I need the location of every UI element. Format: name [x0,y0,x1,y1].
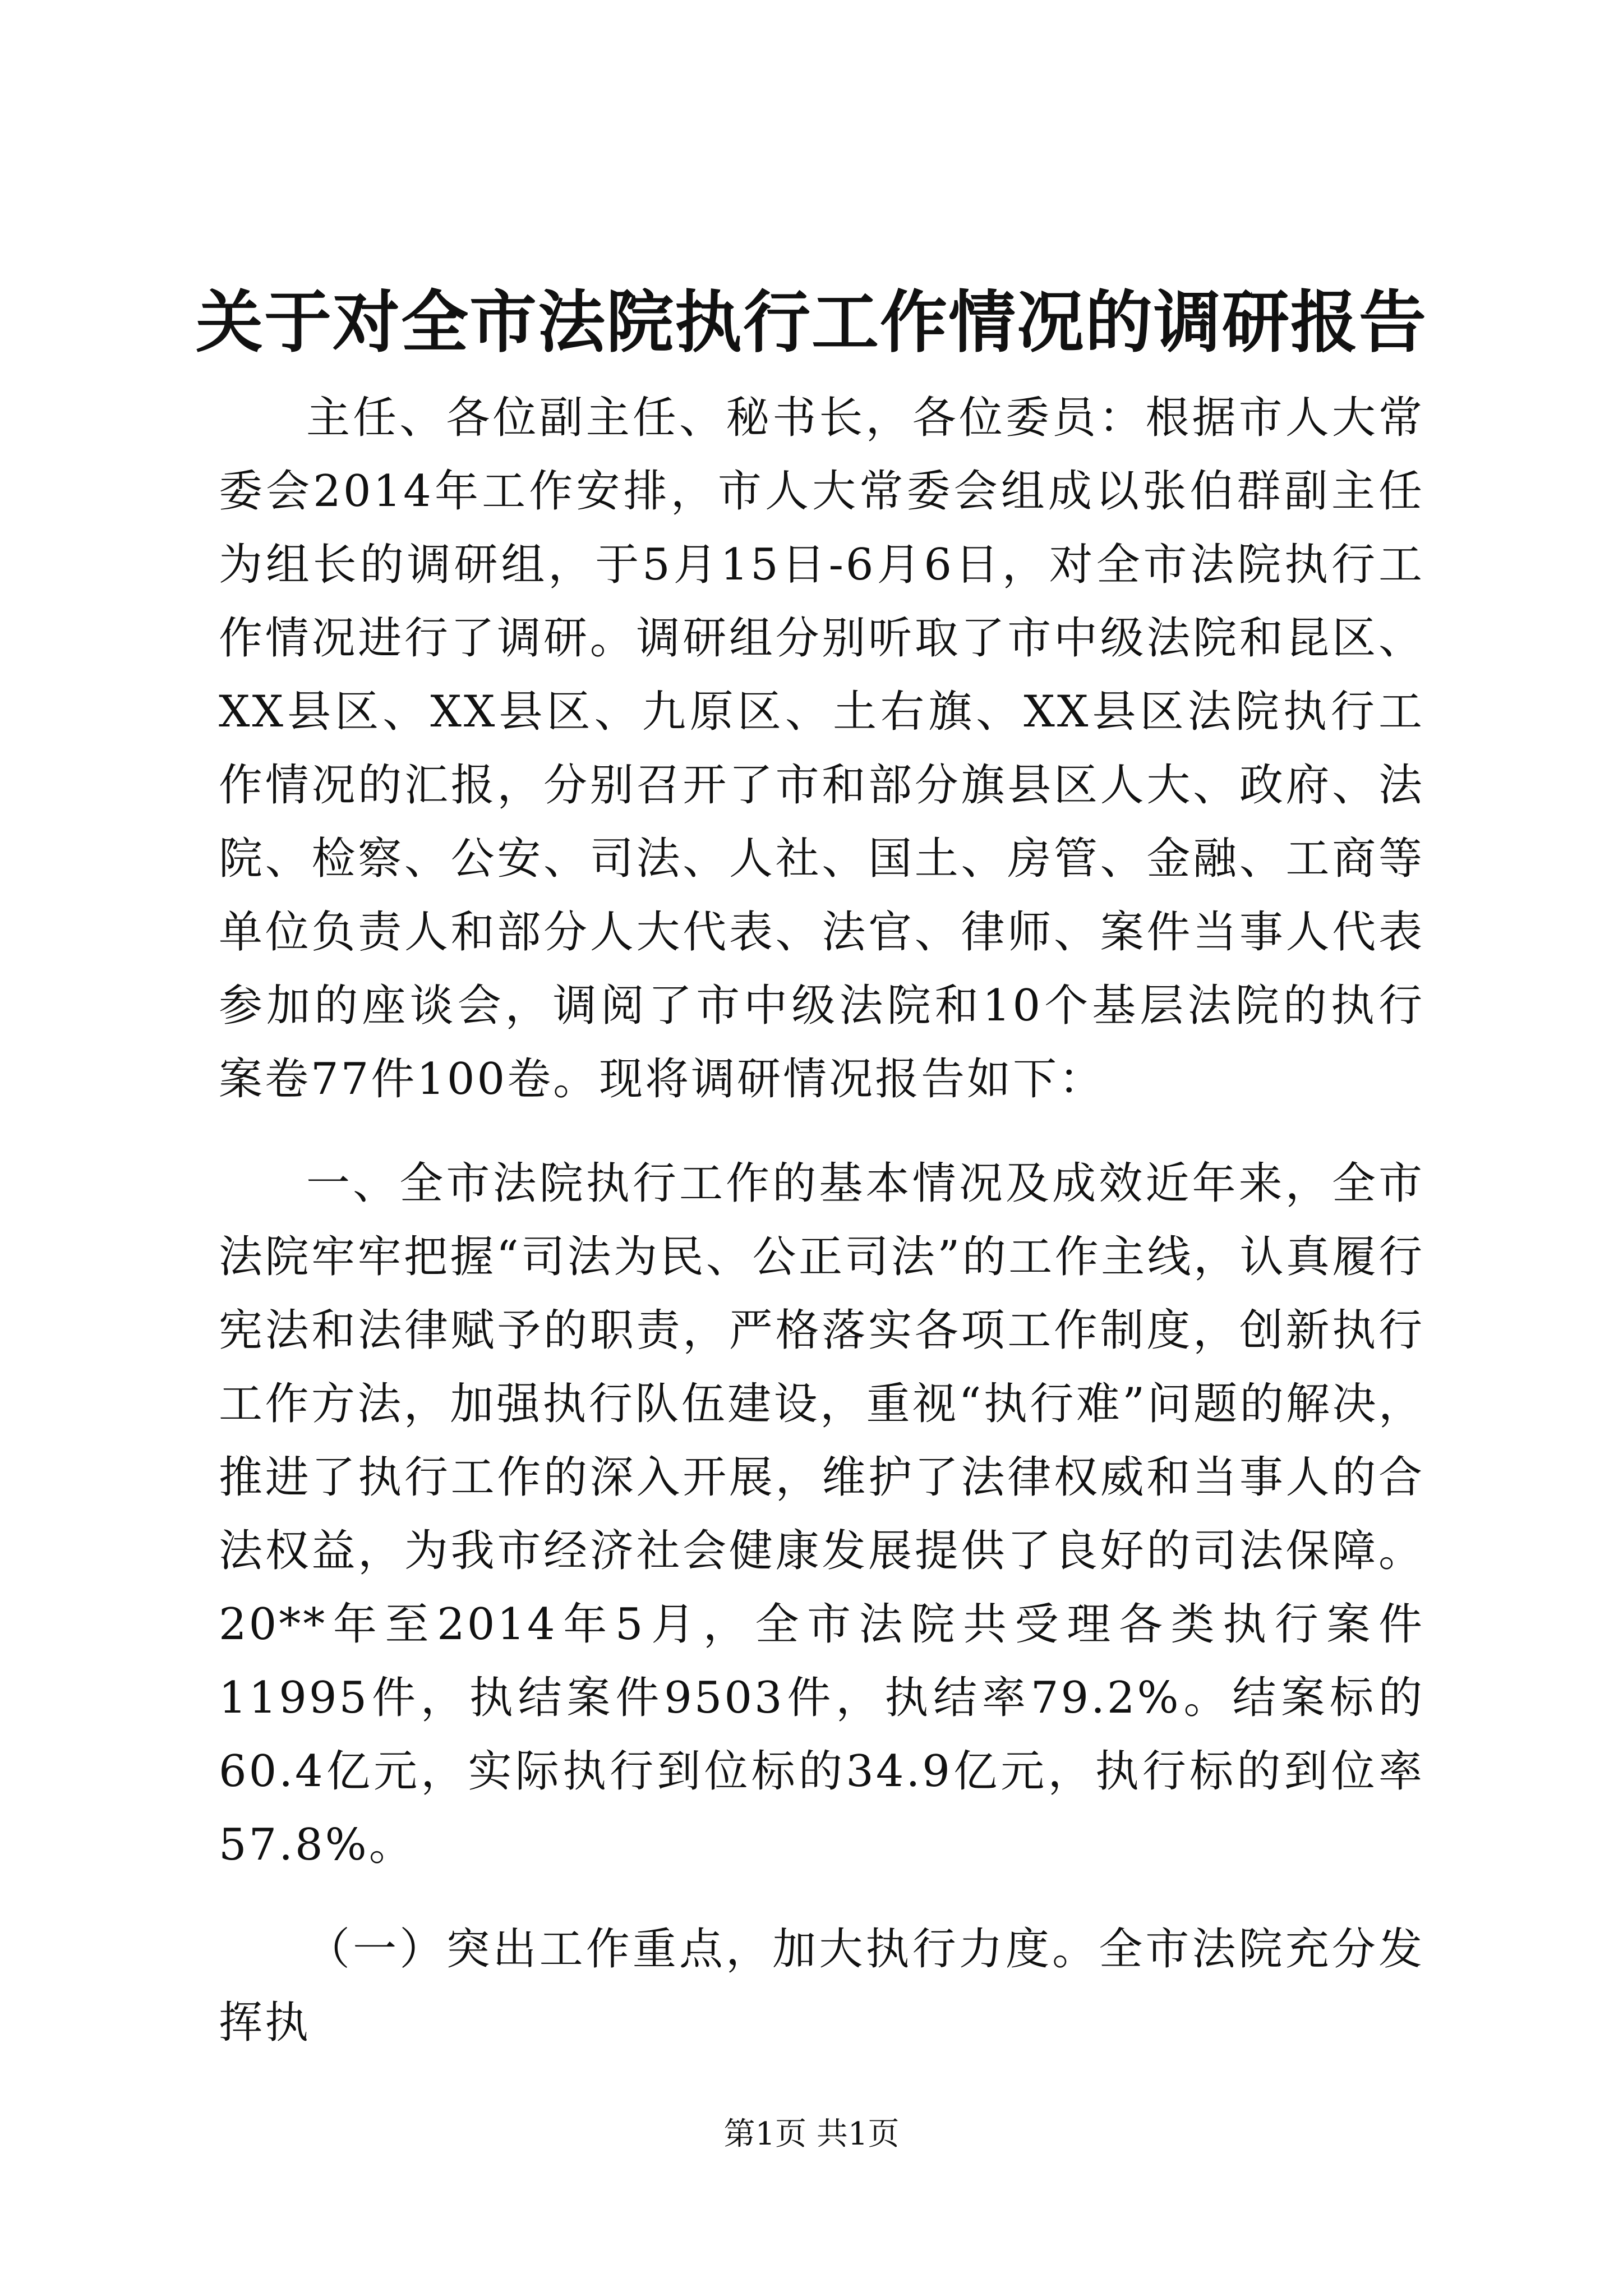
paragraph-section-one: 一、全市法院执行工作的基本情况及成效近年来，全市法院牢牢把握“司法为民、公正司法”的工作主线，认真履行宪法和法律赋予的职责，严格落实各项工作制度，创新执行工作方法，加强执行队伍建设，重视“执行难”问题的解决，推进了执行工作的深入开展，维护了法律权威和当事人的合法权益，为我市经济社会健康发展提供了良好的司法保障。20**年至2014年5月，全市法院共受理各类执行案件11995件，执结案件9503件，执结率79.2%。结案标的60.4亿元，实际执行到位标的34.9亿元，执行标的到位率57.8%。 [219,1158,1424,1870]
paragraph-subsection-one: （一）突出工作重点，加大执行力度。全市法院充分发挥执 [219,1924,1424,2048]
page-footer: 第1页 共1页 [723,2116,900,2152]
paragraph-intro: 主任、各位副主任、秘书长，各位委员：根据市人大常委会2014年工作安排，市人大常委会组成以张伯群副主任为组长的调研组，于5月15日-6月6日，对全市法院执行工作情况进行了调研。调研组分别听取了市中级法院和昆区、XX县区、XX县区、九原区、土右旗、XX县区法院执行工作情况的汇报，分别召开了市和部分旗县区人大、政府、法院、检察、公安、司法、人社、国土、房管、金融、工商等单位负责人和部分人大代表、法官、律师、案件当事人代表参加的座谈会，调阅了市中级法院和10个基层法院的执行案卷77件100卷。现将调研情况报告如下： [219,393,1424,1105]
document-title: 关于对全市法院执行工作情况的调研报告 [196,283,1427,362]
document-body [219,381,1424,2091]
